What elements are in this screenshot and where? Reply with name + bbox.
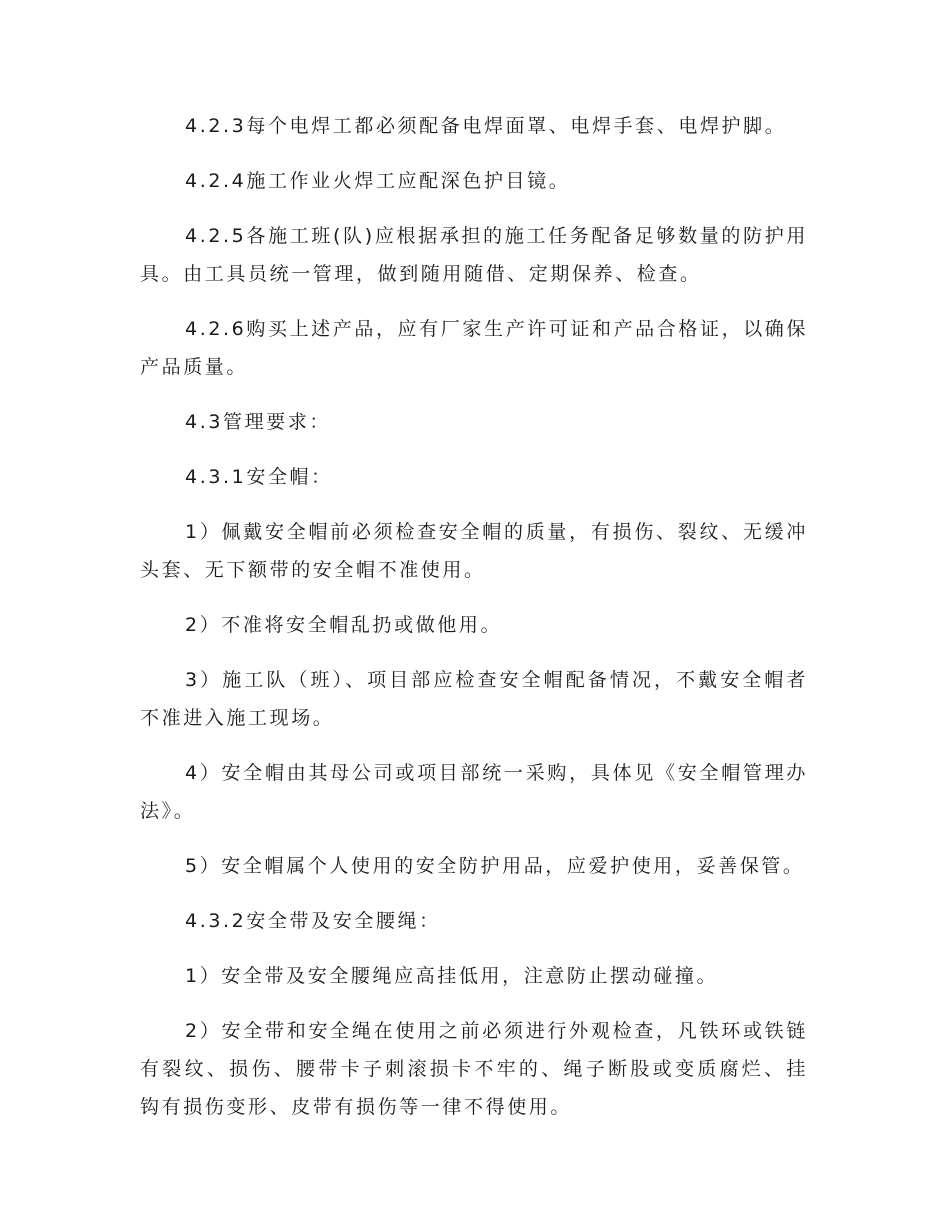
paragraph-4-2-3: 4.2.3每个电焊工都必须配备电焊面罩、电焊手套、电焊护脚。 [185, 115, 787, 137]
helmet-rule-5: 5）安全帽属个人使用的安全防护用品，应爱护使用，妥善保管。 [185, 855, 805, 877]
helmet-rule-4: 4）安全帽由其母公司或项目部统一采购，具体见《安全帽管理办法》。 [140, 762, 808, 822]
helmet-rule-1: 1）佩戴安全帽前必须检查安全帽的质量，有损伤、裂纹、无缓冲头套、无下额带的安全帽不准使用。 [140, 521, 808, 581]
belt-rule-2: 2）安全带和安全绳在使用之前必须进行外观检查，凡铁环或铁链有裂纹、损伤、腰带卡子刺滚损卡不牢的、绳子断股或变质腐烂、挂钩有损伤变形、皮带有损伤等一律不得使用。 [140, 1020, 808, 1118]
section-heading-4-3: 4.3管理要求： [185, 411, 332, 433]
document-body [140, 107, 808, 1126]
belt-rule-1: 1）安全带及安全腰绳应高挂低用，注意防止摆动碰撞。 [185, 965, 719, 987]
paragraph-4-2-4: 4.2.4施工作业火焊工应配深色护目镜。 [185, 170, 571, 192]
helmet-rule-3: 3）施工队（班）、项目部应检查安全帽配备情况，不戴安全帽者不准进入施工现场。 [140, 669, 808, 729]
paragraph-4-2-5: 4.2.5各施工班(队)应根据承担的施工任务配备足够数量的防护用具。由工具员统一管理，做到随用随借、定期保养、检查。 [140, 225, 808, 285]
subsection-heading-4-3-2: 4.3.2安全带及安全腰绳： [185, 910, 441, 932]
helmet-rule-2: 2）不准将安全帽乱扔或做他用。 [185, 614, 503, 636]
paragraph-4-2-6: 4.2.6购买上述产品，应有厂家生产许可证和产品合格证，以确保产品质量。 [140, 318, 808, 378]
subsection-heading-4-3-1: 4.3.1安全帽： [185, 466, 333, 488]
